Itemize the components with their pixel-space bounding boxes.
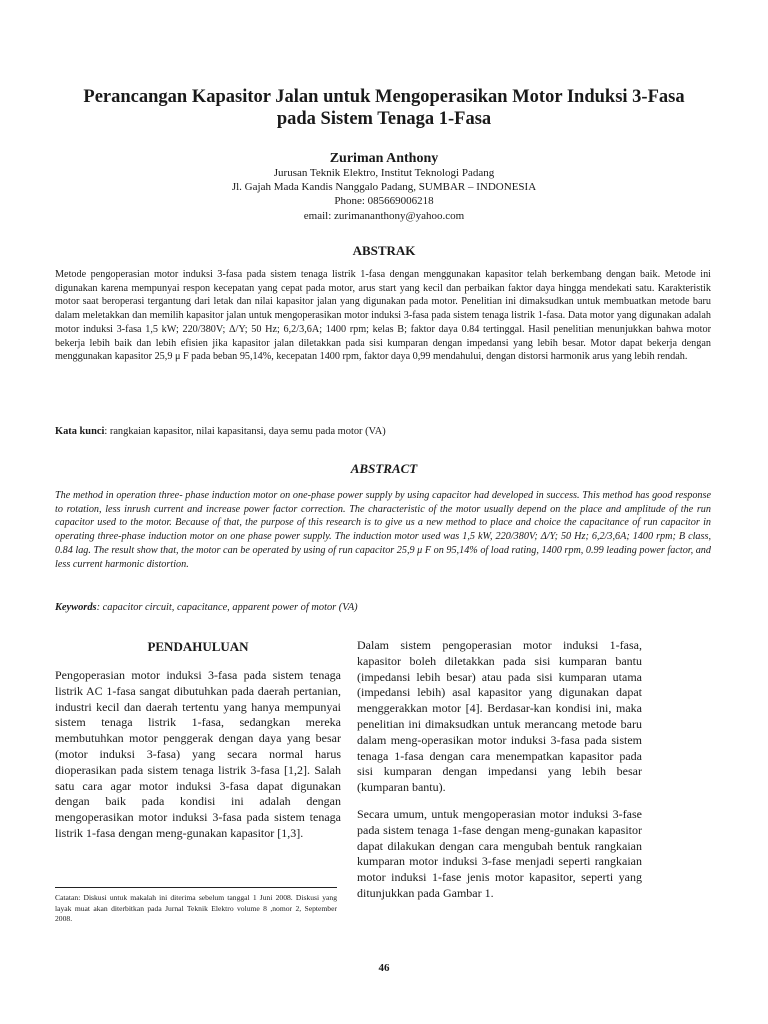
- title-line-1: Perancangan Kapasitor Jalan untuk Mengoperasikan Motor Induksi 3-Fasa: [83, 87, 685, 107]
- abstract-heading: ABSTRACT: [350, 461, 418, 476]
- pendahuluan-right-paragraph-1: Dalam sistem pengoperasian motor induksi 1-fasa, kapasitor boleh diletakkan pada sisi kumparan bantu (impedansi lebih besar) atau pada sisi kumparan utama (impedansi lebih) asal kapasitor yang digunakan dapat menggerakkan motor [4]. Berdasar-kan kondisi ini, maka penelitian ini dimaksudkan untuk merancang metode baru dalam meng-operasikan motor induksi 3-fasa pada sistem tenaga 1-fasa dengan cara menempatkan kapasitor pada sisi kumparan dengan impedansi yang lebih besar (kumparan bantu).: [357, 638, 642, 795]
- keywords-label: Keywords: [55, 602, 97, 613]
- pendahuluan-left-paragraph: Pengoperasian motor induksi 3-fasa pada sistem tenaga listrik AC 1-fasa sangat dibutuhkan pada daerah pertanian, industri kecil dan daerah tertentu yang hanya mempunyai sistem tenaga listrik 1-fasa, sedangkan mereka membutuhkan motor penggerak dengan daya yang besar (motor induksi 3-fasa) yang secara normal harus dioperasikan pada sistem tenaga listrik 3-fasa [1,2]. Salah satu cara agar motor induksi 3-fasa dapat digunakan dengan baik pada kondisi ini adalah dengan mengoperasikan motor induksi 3-fasa pada sistem tenaga listrik 1-fasa dengan meng-gunakan kapasitor [1,3].: [55, 668, 341, 840]
- kata-kunci-label: Kata kunci: [55, 426, 105, 437]
- paper-title: [40, 86, 728, 130]
- left-column: [55, 668, 341, 842]
- affiliation-block: [40, 166, 728, 223]
- title-line-2: pada Sistem Tenaga 1-Fasa: [276, 109, 492, 129]
- affiliation-department: Jurusan Teknik Elektro, Institut Teknologi Padang: [273, 167, 495, 179]
- keywords-text: : capacitor circuit, capacitance, apparent power of motor (VA): [96, 602, 358, 613]
- footnote-divider: [55, 887, 337, 888]
- affiliation-email: email: zurimananthony@yahoo.com: [303, 209, 465, 222]
- abstrak-body: Metode pengoperasian motor induksi 3-fasa pada sistem tenaga listrik 1-fasa dengan menggunakan kapasitor telah berkembang dengan baik. Metode ini digunakan karena mempunyai respon kecepatan yang cepat pada motor, arus start yang kecil dan perbaikan faktor daya hingga mendekati satu. Karakteristik motor saat beroperasi tergantung dari letak dan nilai kapasitor jalan yang digunakan pada motor. Penelitian ini dimaksudkan untuk membuatkan metode baru dalam meletakkan dan memilih kapasitor jalan untuk mengoperasikan motor induksi 3-fasa pada sistem tenaga listrik 1-fasa. Data motor yang digunakan adalah motor induksi 3-fasa 1,5 kW; 220/380V; Δ/Y; 50 Hz; 6,2/3,6A; 1400 rpm; kelas B; faktor daya 0.84 tertinggal. Hasil penelitian menunjukkan bahwa motor bekerja lebih baik dan lebih efisien jika kapasitor jalan diletakkan pada sisi kumparan dengan impedansi yang lebih besar. Motor dapat bekerja dengan menggunakan kapasitor 25,9 μ F pada beban 95,14%, kecepatan 1400 rpm, faktor daya 0,99 mendahului, dengan distorsi harmonik arus yang lebih rendah.: [55, 269, 711, 363]
- pendahuluan-heading: PENDAHULUAN: [147, 639, 249, 654]
- pendahuluan-right-paragraph-2: Secara umum, untuk mengoperasian motor induksi 3-fase pada sistem tenaga 1-fase dengan meng-gunakan kapasitor dapat dilakukan dengan cara mengubah bentuk rangkaian kumparan motor induksi 3-fase menjadi seperti rangkaian motor induksi 1-fase jenis motor kapasitor, seperti yang ditunjukkan pada Gambar 1.: [357, 806, 642, 900]
- footnote: Catatan: Diskusi untuk makalah ini diterima sebelum tanggal 1 Juni 2008. Diskusi yang layak muat akan diterbitkan pada Jurnal Teknik Elektro volume 8 ,nomor 2, September 2008.: [55, 893, 337, 924]
- kata-kunci-text: : rangkaian kapasitor, nilai kapasitansi, daya semu pada motor (VA): [104, 426, 386, 437]
- affiliation-address: Jl. Gajah Mada Kandis Nanggalo Padang, SUMBAR – INDONESIA: [231, 181, 537, 194]
- keywords: [55, 602, 711, 613]
- right-column: [357, 638, 642, 902]
- page-number: 46: [378, 962, 390, 974]
- kata-kunci: [55, 426, 711, 437]
- abstrak-heading: ABSTRAK: [352, 243, 416, 258]
- affiliation-phone: Phone: 085669006218: [334, 195, 434, 208]
- author-name: Zuriman Anthony: [329, 151, 439, 166]
- abstract-body: The method in operation three- phase induction motor on one-phase power supply by using capacitor had developed in success. This method has good response to rotation, less inrush current and increase power factor correction. The characteristic of the motor usually depend on the place and amplitude of the run capacitor used to the motor. Because of that, the purpose of this research is to give us a new method to place and choice the capacitance of run capacitor in operating three-phase induction motor on one phase power supply. The induction motor used was 1,5 kW, 220/380V; Δ/Y; 50 Hz; 6,2/3,6A; 1400 rpm; B class, 0.84 lag. The result show that, the motor can be operated by using of run capacitor 25,9 μ F on 95,14% of load rating, 1400 rpm, 0.99 leading power factor, and less current harmonic distortion.: [55, 490, 711, 570]
